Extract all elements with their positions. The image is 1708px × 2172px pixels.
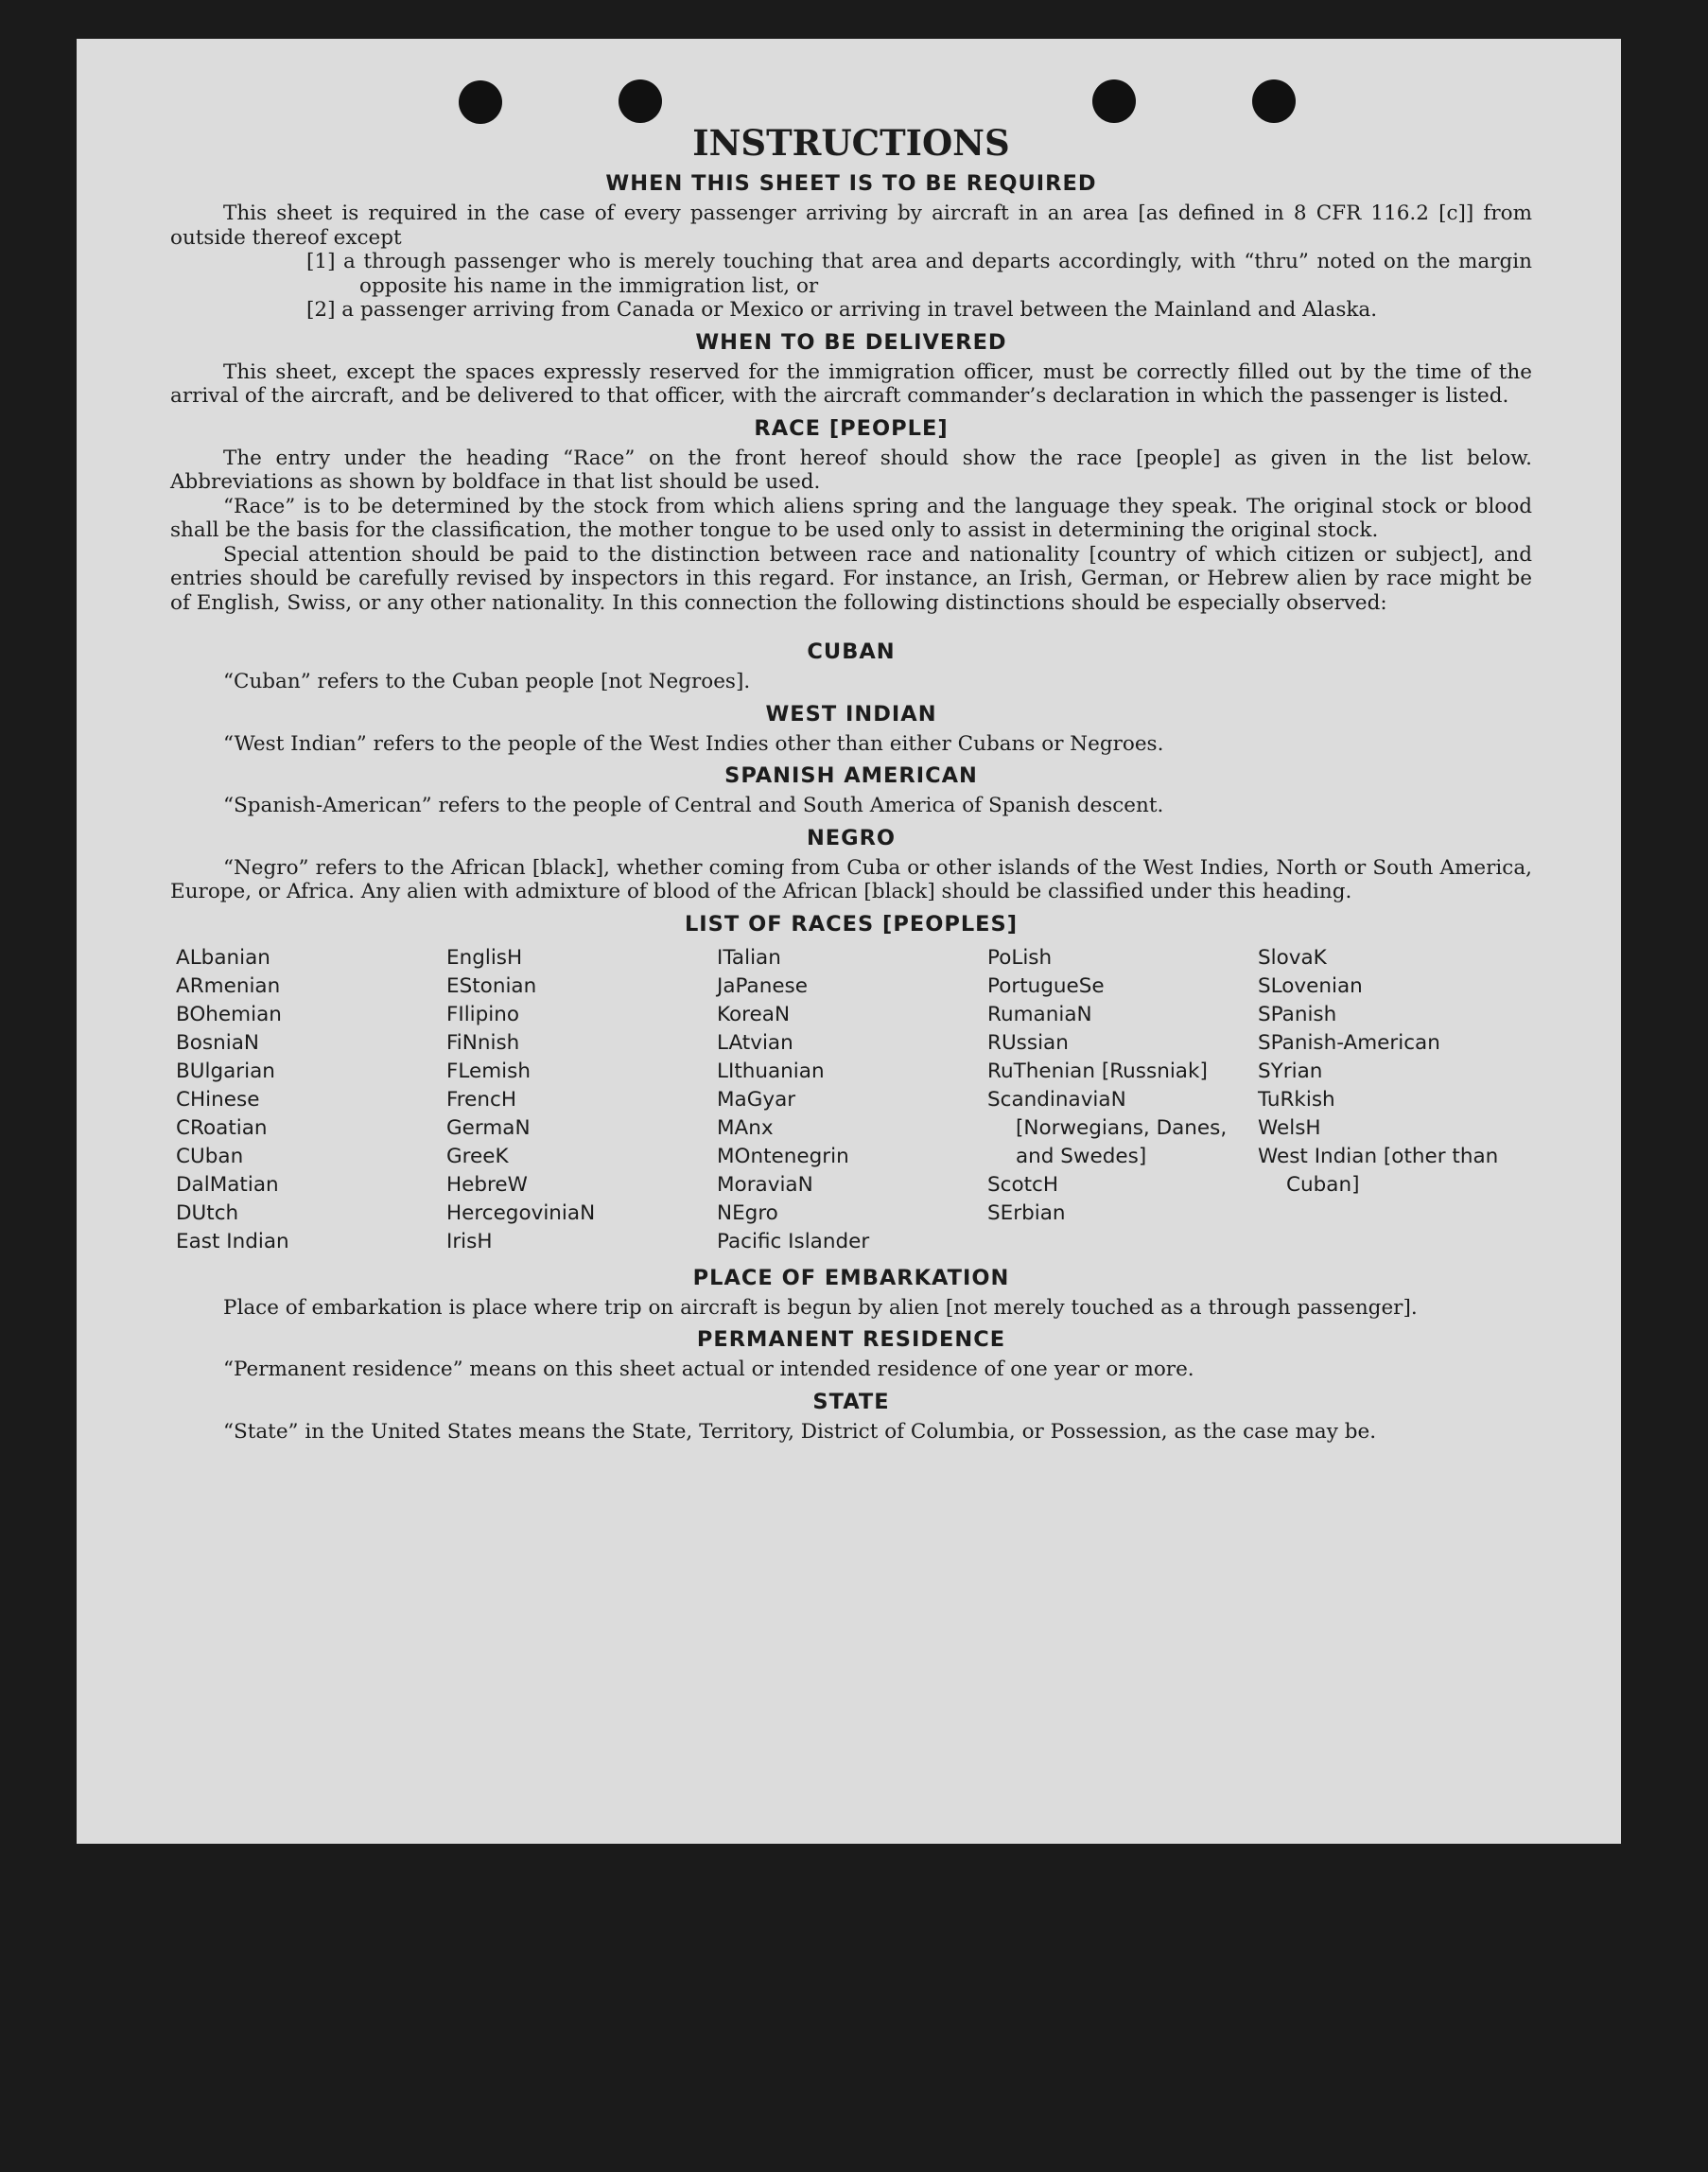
race-entry: WelsH (1258, 1115, 1321, 1140)
punch-hole (1092, 79, 1136, 123)
residence-text: “Permanent residence” means on this sheet actual or intended residence of one year or more. (223, 1358, 1194, 1381)
cuban-text: “Cuban” refers to the Cuban people [not Negroes]. (223, 670, 751, 693)
document-content (170, 122, 1532, 1444)
race-entry: HebreW (446, 1172, 528, 1197)
race-entry: FiNnish (446, 1030, 520, 1055)
document-title: INSTRUCTIONS (692, 122, 1010, 164)
race-entry: MAnx (717, 1115, 774, 1140)
race-entry: ALbanian (176, 945, 270, 970)
document-sheet (77, 39, 1621, 1844)
race-entry: BosniaN (176, 1030, 259, 1055)
race-entry: MoraviaN (717, 1172, 813, 1197)
heading-races-list: LIST OF RACES [PEOPLES] (684, 911, 1019, 937)
race-entry: SLovenian (1258, 973, 1363, 998)
heading-cuban: CUBAN (807, 639, 896, 664)
race-entry: BOhemian (176, 1002, 282, 1026)
race-entry: RumaniaN (987, 1002, 1092, 1026)
race-entry: PortugueSe (987, 973, 1105, 998)
races-list (176, 944, 1532, 1256)
race-entry: SErbian (987, 1200, 1066, 1225)
heading-race: RACE [PEOPLE] (754, 415, 949, 441)
race-entry: ScandinaviaN [Norwegians, Danes, and Swedes] (987, 1087, 1228, 1168)
race-entry: TuRkish (1258, 1087, 1335, 1112)
heading-delivered: WHEN TO BE DELIVERED (695, 329, 1007, 355)
race-entry: East Indian (176, 1229, 289, 1253)
required-item-1: [1] a through passenger who is merely touching that area and departs accordingly, with “thru” noted on the margin opposite his name in the immigration list, or (306, 250, 1532, 298)
race-entry: DUtch (176, 1200, 239, 1225)
race-entry: EStonian (446, 973, 537, 998)
heading-spanish-american: SPANISH AMERICAN (724, 763, 978, 788)
race-entry: RuThenian [Russniak] (987, 1059, 1208, 1083)
race-entry: LAtvian (717, 1030, 793, 1055)
race-entry: HercegoviniaN (446, 1200, 596, 1225)
heading-embarkation: PLACE OF EMBARKATION (692, 1265, 1010, 1290)
race-entry: SPanish (1258, 1002, 1337, 1026)
heading-negro: NEGRO (806, 825, 897, 850)
race-entry: CRoatian (176, 1115, 268, 1140)
races-column-4 (987, 944, 1258, 1256)
race-entry: FLemish (446, 1059, 531, 1083)
punch-hole (619, 79, 662, 123)
required-item-2: [2] a passenger arriving from Canada or Mexico or arriving in travel between the Mainland and Alaska. (306, 298, 1378, 322)
heading-west-indian: WEST INDIAN (765, 701, 937, 727)
races-column-5 (1258, 944, 1528, 1256)
races-column-1 (176, 944, 446, 1256)
race-entry: SPanish-American (1258, 1030, 1440, 1055)
race-paragraph-1: The entry under the heading “Race” on the front hereof should show the race [people] as given in the list below. Abbreviations as shown by boldface in that list should be used. (170, 446, 1532, 494)
race-entry: SYrian (1258, 1059, 1323, 1083)
race-entry: Pacific Islander (717, 1229, 870, 1253)
punch-hole (459, 80, 502, 124)
punch-hole (1252, 79, 1296, 123)
heading-residence: PERMANENT RESIDENCE (696, 1327, 1006, 1352)
heading-state: STATE (812, 1389, 890, 1414)
race-entry: ScotcH (987, 1172, 1059, 1197)
race-entry: NEgro (717, 1200, 778, 1225)
race-paragraph-3: Special attention should be paid to the distinction between race and nationality [country of which citizen or subject], and entries should be carefully revised by inspectors in this regard. For instance, an Irish, German, or Hebrew alien by race might be of English, Swiss, or any other nationality. In this connection the following distinctions should be especially observed: (170, 542, 1532, 615)
race-entry: JaPanese (717, 973, 808, 998)
race-entry: EnglisH (446, 945, 523, 970)
required-intro: This sheet is required in the case of every passenger arriving by aircraft in an area [as defined in 8 CFR 116.2 [c]] from outside thereof except (170, 201, 1532, 250)
embarkation-text: Place of embarkation is place where trip on aircraft is begun by alien [not merely touched as a through passenger]. (223, 1295, 1418, 1320)
race-entry: GreeK (446, 1144, 509, 1168)
delivered-text: This sheet, except the spaces expressly reserved for the immigration officer, must be correctly filled out by the time of the arrival of the aircraft, and be delivered to that officer, with the aircraft commander’s declaration in which the passenger is listed. (170, 359, 1532, 408)
race-entry: ITalian (717, 945, 781, 970)
race-entry: LIthuanian (717, 1059, 825, 1083)
negro-text: “Negro” refers to the African [black], whether coming from Cuba or other islands of the West Indies, North or South America, Europe, or Africa. Any alien with admixture of blood of the African [black] should be classified under this heading. (170, 855, 1532, 903)
spanish-american-text: “Spanish-American” refers to the people of Central and South America of Spanish descent. (223, 794, 1164, 817)
race-paragraph-2: “Race” is to be determined by the stock from which aliens spring and the language they speak. The original stock or blood shall be the basis for the classification, the mother tongue to be used only to assist in determining the original stock. (170, 494, 1532, 542)
race-entry: RUssian (987, 1030, 1069, 1055)
race-entry: DalMatian (176, 1172, 279, 1197)
races-column-3 (717, 944, 987, 1256)
west-indian-text: “West Indian” refers to the people of the West Indies other than either Cubans or Negroes. (223, 731, 1164, 756)
race-entry: MOntenegrin (717, 1144, 849, 1168)
race-entry: West Indian [other than Cuban] (1258, 1144, 1499, 1197)
race-entry: SlovaK (1258, 945, 1327, 970)
heading-required: WHEN THIS SHEET IS TO BE REQUIRED (605, 171, 1097, 196)
race-entry: FIlipino (446, 1002, 520, 1026)
state-text: “State” in the United States means the State, Territory, District of Columbia, or Possession, as the case may be. (223, 1419, 1377, 1444)
race-entry: IrisH (446, 1229, 493, 1253)
race-entry: PoLish (987, 945, 1053, 970)
race-entry: MaGyar (717, 1087, 796, 1112)
races-column-2 (446, 944, 717, 1256)
race-entry: ARmenian (176, 973, 281, 998)
race-entry: FrencH (446, 1087, 517, 1112)
race-entry: GermaN (446, 1115, 531, 1140)
race-entry: KoreaN (717, 1002, 791, 1026)
race-entry: CHinese (176, 1087, 260, 1112)
race-entry: CUban (176, 1144, 244, 1168)
race-entry: BUlgarian (176, 1059, 275, 1083)
